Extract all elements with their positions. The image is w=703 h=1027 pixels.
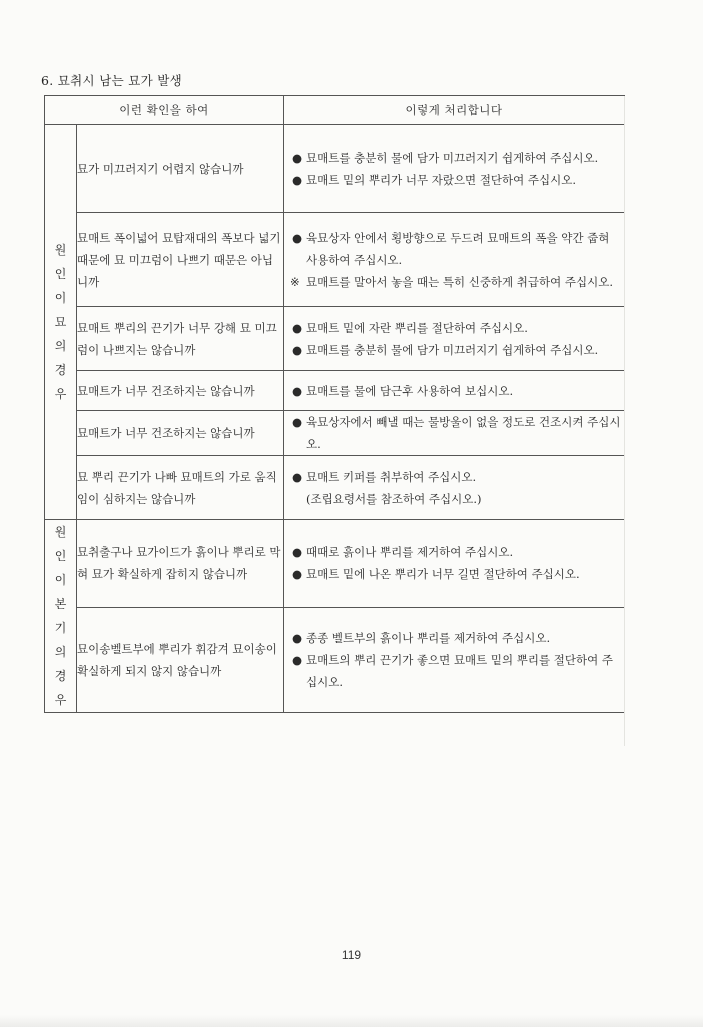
bullet-icon: ● — [292, 567, 303, 582]
bullet-icon: ● — [292, 150, 303, 165]
action-text: 종종 벨트부의 흙이나 뿌리를 제거하여 주십시오. — [306, 630, 551, 645]
section-title: 6. 묘취시 남는 묘가 발생 — [41, 73, 182, 88]
action-text: 묘매트를 물에 담근후 사용하여 보십시오. — [306, 383, 514, 398]
action-item — [284, 466, 624, 488]
action-text: 육묘상자 안에서 횡방향으로 두드려 묘매트의 폭을 약간 줍혀 사용하여 주십시오. — [306, 230, 610, 267]
group-label-char: 원 — [54, 525, 67, 539]
bullet-icon: ● — [292, 383, 303, 398]
action-text: 묘매트 밑의 뿌리가 너무 자랐으면 절단하여 주십시오. — [306, 172, 576, 187]
action-item — [284, 380, 624, 402]
page-number: 119 — [341, 948, 362, 962]
note-mark-icon: ※ — [290, 274, 300, 289]
header-action: 이렇게 처리합니다 — [284, 96, 625, 125]
action-text: 묘매트 밑에 자란 뿌리를 절단하여 주십시오. — [306, 320, 528, 335]
group-label-char: 우 — [54, 387, 67, 401]
troubleshooting-table — [44, 95, 625, 713]
bullet-icon: ● — [292, 230, 303, 245]
check-cell: 묘매트 뿌리의 끈기가 너무 강해 묘 미끄럼이 나쁘지는 않습니까 — [77, 307, 284, 371]
action-item — [284, 488, 624, 510]
action-cell — [284, 607, 625, 712]
check-cell: 묘매트가 너무 건조하지는 않습니까 — [77, 411, 284, 456]
table-row — [45, 371, 625, 411]
action-item — [284, 541, 624, 563]
check-cell: 묘매트 폭이넓어 묘탑재대의 폭보다 넓기 때문에 묘 미끄럼이 나쁘기 때문은 아닙니까 — [77, 213, 284, 307]
action-text: (조립요령서를 참조하여 주십시오.) — [306, 491, 482, 506]
table-row — [45, 411, 625, 456]
group-label-char: 묘 — [54, 315, 67, 329]
table-row — [45, 456, 625, 520]
page-divider — [624, 96, 625, 746]
group-label-char: 경 — [54, 669, 67, 683]
action-text: 묘매트 키퍼를 취부하여 주십시오. — [306, 469, 477, 484]
check-cell: 묘가 미끄러지기 어렵지 않습니까 — [77, 125, 284, 213]
check-cell: 묘취출구나 묘가이드가 흙이나 뿌리로 막혀 묘가 확실하게 잡히지 않습니까 — [77, 520, 284, 608]
action-cell — [284, 411, 625, 456]
group-label-char: 본 — [54, 597, 67, 611]
action-item — [284, 227, 624, 271]
action-item — [284, 271, 624, 293]
bullet-icon: ● — [292, 652, 303, 667]
action-item — [284, 627, 624, 649]
header-check: 이런 확인을 하여 — [45, 96, 284, 125]
action-text: 묘매트의 뿌리 끈기가 좋으면 묘매트 밑의 뿌리를 절단하여 주십시오. — [306, 652, 613, 689]
action-item — [284, 147, 624, 169]
action-item — [284, 411, 624, 455]
group-label-char: 원 — [54, 243, 67, 257]
bullet-icon: ● — [292, 415, 303, 429]
action-text: 때때로 흙이나 뿌리를 제거하여 주십시오. — [306, 545, 514, 560]
bullet-icon: ● — [292, 342, 303, 357]
action-item — [284, 339, 624, 361]
table-row — [45, 307, 625, 371]
bullet-icon: ● — [292, 469, 303, 484]
table-row — [45, 607, 625, 712]
action-text: 묘매트를 말아서 놓을 때는 특히 신중하게 취급하여 주십시오. — [306, 274, 613, 289]
group-label-char: 기 — [54, 621, 67, 635]
action-item — [284, 563, 624, 585]
check-cell: 묘이송벨트부에 뿌리가 휘감겨 묘이송이 확실하게 되지 않지 않습니까 — [77, 607, 284, 712]
action-cell — [284, 371, 625, 411]
group-label-char: 이 — [54, 573, 67, 587]
action-cell — [284, 307, 625, 371]
action-text: 육묘상자에서 빼낼 때는 물방울이 없을 정도로 건조시켜 주십시오. — [306, 415, 621, 451]
action-cell — [284, 213, 625, 307]
group-label-char: 의 — [54, 645, 67, 659]
check-cell: 묘매트가 너무 건조하지는 않습니까 — [77, 371, 284, 411]
check-cell: 묘 뿌리 끈기가 나빠 묘매트의 가로 움직임이 심하지는 않습니까 — [77, 456, 284, 520]
group-label-char: 의 — [54, 339, 67, 353]
bullet-icon: ● — [292, 172, 303, 187]
bullet-icon: ● — [292, 630, 303, 645]
action-cell — [284, 520, 625, 608]
action-item — [284, 649, 624, 693]
action-text: 묘매트를 충분히 물에 담가 미끄러지기 쉽게하여 주십시오. — [306, 150, 599, 165]
action-cell — [284, 456, 625, 520]
table-row — [45, 213, 625, 307]
bullet-icon: ● — [292, 545, 303, 560]
table-header-row — [45, 96, 625, 125]
action-text: 묘매트 밑에 나온 뿌리가 너무 길면 절단하여 주십시오. — [306, 567, 580, 582]
page-bottom-edge — [0, 1015, 703, 1027]
action-cell — [284, 125, 625, 213]
table-row — [45, 520, 625, 608]
group-label-char: 경 — [54, 363, 67, 377]
table-row — [45, 125, 625, 213]
group-label-char: 우 — [54, 693, 67, 707]
group-label-seedling — [45, 125, 77, 520]
group-label-char: 인 — [54, 549, 67, 563]
bullet-icon: ● — [292, 320, 303, 335]
action-text: 묘매트를 충분히 물에 담가 미끄러지기 쉽게하여 주십시오. — [306, 342, 599, 357]
group-label-machine — [45, 520, 77, 713]
action-item — [284, 169, 624, 191]
action-item — [284, 317, 624, 339]
group-label-char: 인 — [54, 267, 67, 281]
group-label-char: 이 — [54, 291, 67, 305]
